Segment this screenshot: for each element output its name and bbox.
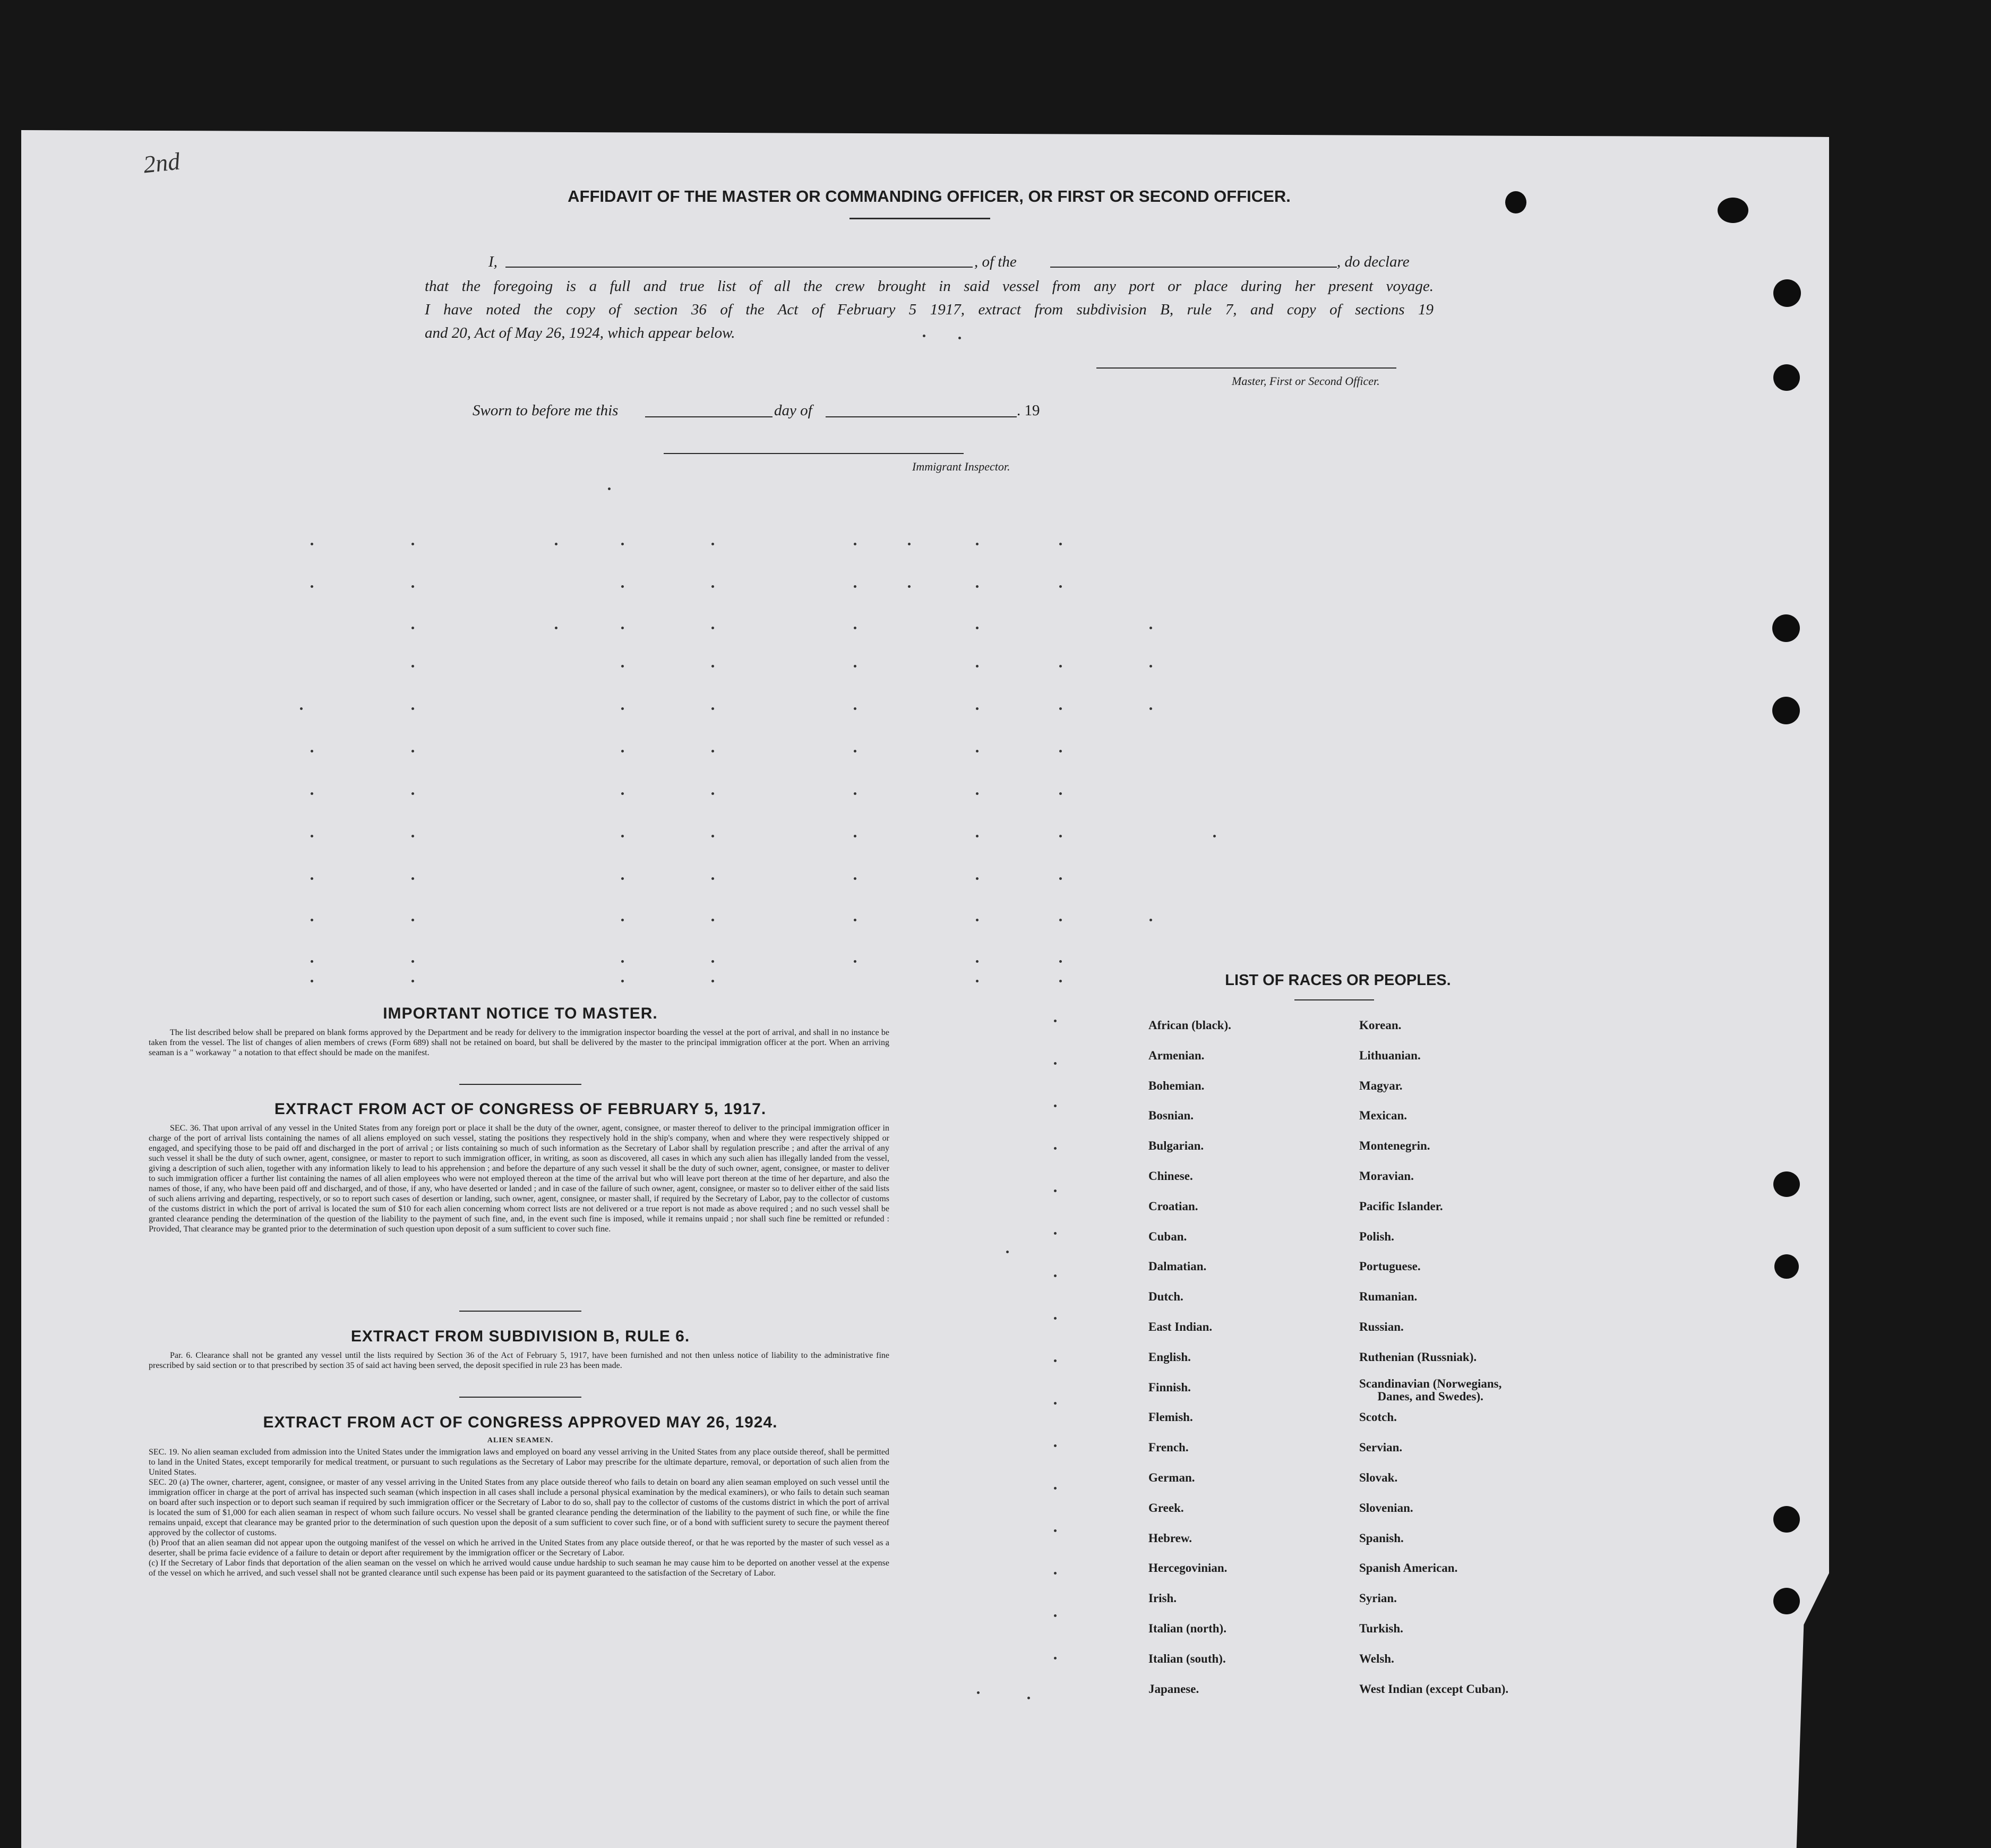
race-item: Montenegrin.: [1359, 1139, 1430, 1153]
binder-hole: [1773, 364, 1800, 391]
corner-mark: 2nd: [142, 147, 182, 178]
vessel-name-field[interactable]: [1050, 267, 1337, 268]
race-item: Portuguese.: [1359, 1260, 1421, 1273]
binder-hole: [1772, 614, 1800, 642]
title-underline: [849, 218, 990, 219]
binder-hole: [1772, 697, 1800, 724]
year-label: . 19: [1017, 402, 1040, 419]
extract-1924-text: SEC. 19. No alien seaman excluded from admission into the United States under the immigration laws and employed on board any vessel arriving in the United States from any place outside thereof, shall be permitted to land in the United States, except temporarily for medical treatment, or pursuant to such regulations as the Secretary of Labor may prescribe for the ultimate departure, removal, or deportation of such alien from the United States. SEC. 20 (a) The owner, charterer, agent, consignee, or master of any vessel arriving in the United States from any place outside thereof who fails to detain on board any alien seaman employed on such vessel until the immigration officer in charge at the port of arrival has inspected such seaman (which inspection in all cases shall include a personal physical examination by the medical examiners), or who fails to detain such seaman on board after such inspection or to deport such seaman if required by such immigration officer or the Secretary of Labor to do so, shall pay to the collector of customs of the customs district in which the port of arrival is located the sum of $1,000 for each alien seaman in respect of whom such failure occurs. No vessel shall be granted clearance pending the determination of the liability to the payment of such fine, or while the fine remains unpaid, except that clearance may be granted prior to the determination of such question upon the deposit of a sum sufficient to cover such fine, or of a bond with sufficient surety to secure the payment thereof approved by the collector of customs. (b) Proof that an alien seaman did not appear upon the outgoing manifest of the vessel on which he arrived in the United States from any place outside thereof, or that he was reported by the master of such vessel as a deserter, shall be prima facie evidence of a failure to detain or deport after requirement by the immigration officer or the Secretary of Labor. (c) If the Secretary of Labor finds that deportation of the alien seaman on the vessel on which he arrived would cause undue hardship to such seaman he may cause him to be deported on another vessel at the expense of the vessel on which he arrived, and such vessel shall not be granted clearance until such expense has been paid or its payment guaranteed to the satisfaction of the Secretary of Labor.: [149, 1448, 889, 1578]
binder-hole: [1773, 1506, 1800, 1533]
binder-hole: [1773, 1588, 1800, 1614]
races-title: LIST OF RACES OR PEOPLES.: [1225, 972, 1451, 989]
race-item: Slovenian.: [1359, 1501, 1413, 1515]
race-item: Pacific Islander.: [1359, 1199, 1443, 1213]
extract-1924-title: EXTRACT FROM ACT OF CONGRESS APPROVED MAY 26, 1924.: [263, 1414, 778, 1431]
sworn-day-field[interactable]: [645, 416, 773, 417]
binder-hole: [1773, 279, 1801, 307]
race-item: Scotch.: [1359, 1410, 1397, 1424]
notice-text: The list described below shall be prepared on blank forms approved by the Department and be ready for delivery to the immigration inspector boarding the vessel at the port of arrival, and shall in no instance be taken from the vessel. The list of changes of alien members of crews (Form 689) shall not be retained on board, but shall be delivered by the master to the principal immigration officer at the port. When an arriving seaman is a " workaway " a notation to that effect should be made on the manifest.: [149, 1028, 889, 1057]
notice-title: IMPORTANT NOTICE TO MASTER.: [383, 1005, 658, 1022]
race-item: French.: [1148, 1441, 1189, 1455]
race-item: African (black).: [1148, 1019, 1231, 1032]
race-item: Irish.: [1148, 1592, 1177, 1605]
race-item: Lithuanian.: [1359, 1048, 1421, 1062]
race-item: Magyar.: [1359, 1079, 1403, 1092]
binder-hole: [1773, 1171, 1800, 1197]
day-of-label: day of: [774, 402, 812, 419]
inspector-signature-label: Immigrant Inspector.: [912, 460, 1010, 473]
race-item: Cuban.: [1148, 1229, 1187, 1243]
race-item: Polish.: [1359, 1229, 1394, 1243]
race-item: Spanish American.: [1359, 1561, 1458, 1575]
race-item: English.: [1148, 1350, 1191, 1364]
race-item: Dalmatian.: [1148, 1260, 1207, 1273]
race-item: Hebrew.: [1148, 1531, 1192, 1545]
races-underline: [1294, 999, 1374, 1000]
extract-1917-divider: [459, 1311, 581, 1312]
race-item: Mexican.: [1359, 1109, 1408, 1123]
race-item: Greek.: [1148, 1501, 1184, 1515]
race-item: West Indian (except Cuban).: [1359, 1682, 1509, 1696]
race-item: Japanese.: [1148, 1682, 1199, 1696]
affidavit-line-2: that the foregoing is a full and true list of all the crew brought in said vessel from any port or place during her present voyage.: [425, 278, 1434, 295]
race-item: East Indian.: [1148, 1320, 1213, 1333]
master-signature-line[interactable]: [1096, 367, 1396, 369]
race-item: Bosnian.: [1148, 1109, 1194, 1123]
binder-hole: [1774, 1254, 1799, 1279]
extract-1917-text: SEC. 36. That upon arrival of any vessel in the United States from any foreign port or place it shall be the duty of the owner, agent, consignee, or master thereof to deliver to the principal immigration officer in charge of the port of arrival lists containing the names of all aliens employed on such vessel, stating the positions they respectively hold in the ship's company, when and where they were respectively shipped or engaged, and specifying those to be paid off and discharged in the port of arrival ; or lists containing so much of such information as the Secretary of Labor shall by regulation prescribe ; and after the arrival of any such vessel it shall be the duty of such owner, agent, consignee, or master to report to such immigration officer, in writing, as soon as discovered, all cases in which any such alien has illegally landed from the vessel, giving a description of such alien, together with any information likely to lead to his apprehension ; and before the departure of any such vessel it shall be the duty of such owner, agent, consignee, or master to deliver to such immigration officer a further list containing the names of all alien employees who were not employed thereon at the time of the arrival but who will leave port thereon at the time of her departure, and also the names of those, if any, who have been paid off and discharged, and of those, if any, who have deserted or landed ; and in case of the failure of such owner, agent, consignee, or master so to deliver either of the said lists of such aliens arriving and departing, respectively, or so to report such cases of desertion or landing, such owner, agent, consignee, or master shall, if required by the Secretary of Labor, pay to the collector of customs of the customs district in which the port of arrival is located the sum of $10 for each alien concerning whom correct lists are not delivered or a true report is not made as above required ; and no such vessel shall be granted clearance pending the determination of the question of the liability to the payment of such fine, and, in the event such fine is imposed, while it remains unpaid ; nor shall such fine be remitted or refunded : Provided, That clearance may be granted prior to the determination of such question upon deposit of a sum sufficient to cover such fine.: [149, 1124, 889, 1234]
affidavit-i-label: I,: [488, 253, 497, 270]
race-item: Welsh.: [1359, 1652, 1394, 1665]
race-item: Italian (south).: [1148, 1652, 1226, 1665]
affidavit-line-3: I have noted the copy of section 36 of the Act of February 5 1917, extract from subdivision B, rule 7, and copy of sections 19: [425, 301, 1434, 318]
race-item: Spanish.: [1359, 1531, 1404, 1545]
rule6-divider: [459, 1397, 581, 1398]
sworn-label: Sworn to before me this: [473, 402, 619, 419]
race-item: Bohemian.: [1148, 1079, 1205, 1092]
master-name-field[interactable]: [505, 267, 973, 268]
affidavit-do-declare: , do declare: [1337, 253, 1410, 270]
extract-1924-subtitle: ALIEN SEAMEN.: [487, 1436, 554, 1444]
race-item: Ruthenian (Russniak).: [1359, 1350, 1477, 1364]
race-item: Croatian.: [1148, 1199, 1198, 1213]
binder-hole: [1718, 198, 1748, 223]
form-sheet: [21, 130, 1829, 1848]
race-item: Bulgarian.: [1148, 1139, 1204, 1153]
race-item: Scandinavian (Norwegians, Danes, and Swedes).: [1359, 1376, 1502, 1403]
master-signature-label: Master, First or Second Officer.: [1232, 374, 1380, 388]
affidavit-title: AFFIDAVIT OF THE MASTER OR COMMANDING OFFICER, OR FIRST OR SECOND OFFICER.: [568, 187, 1291, 206]
sworn-month-field[interactable]: [826, 416, 1017, 417]
race-item: Russian.: [1359, 1320, 1404, 1333]
race-item: Flemish.: [1148, 1410, 1193, 1424]
race-item: German.: [1148, 1471, 1195, 1484]
race-item: Chinese.: [1148, 1169, 1193, 1183]
affidavit-of-the: , of the: [974, 253, 1017, 270]
race-item: Korean.: [1359, 1019, 1402, 1032]
notice-divider: [459, 1084, 581, 1085]
inspector-signature-line[interactable]: [664, 453, 964, 454]
rule6-text: Par. 6. Clearance shall not be granted any vessel until the lists required by Section 36 of the Act of February 5, 1917, have been furnished and not then unless notice of liability to the administrative fine prescribed by said section or to that prescribed by section 35 of said act having been served, the deposit specified in rule 23 has been made.: [149, 1351, 889, 1370]
race-item: Slovak.: [1359, 1471, 1398, 1484]
race-item: Armenian.: [1148, 1048, 1205, 1062]
race-item: Servian.: [1359, 1441, 1403, 1455]
race-item: Syrian.: [1359, 1592, 1397, 1605]
binder-hole: [1505, 191, 1526, 213]
race-item: Italian (north).: [1148, 1622, 1226, 1635]
extract-1917-title: EXTRACT FROM ACT OF CONGRESS OF FEBRUARY 5, 1917.: [274, 1100, 767, 1118]
rule6-title: EXTRACT FROM SUBDIVISION B, RULE 6.: [350, 1328, 690, 1345]
race-item: Turkish.: [1359, 1622, 1403, 1635]
race-item: Moravian.: [1359, 1169, 1414, 1183]
race-item: Hercegovinian.: [1148, 1561, 1228, 1575]
race-item: Rumanian.: [1359, 1290, 1418, 1304]
race-item: Dutch.: [1148, 1290, 1183, 1304]
affidavit-line-4: and 20, Act of May 26, 1924, which appear below.: [425, 324, 735, 341]
race-item: Finnish.: [1148, 1380, 1191, 1394]
